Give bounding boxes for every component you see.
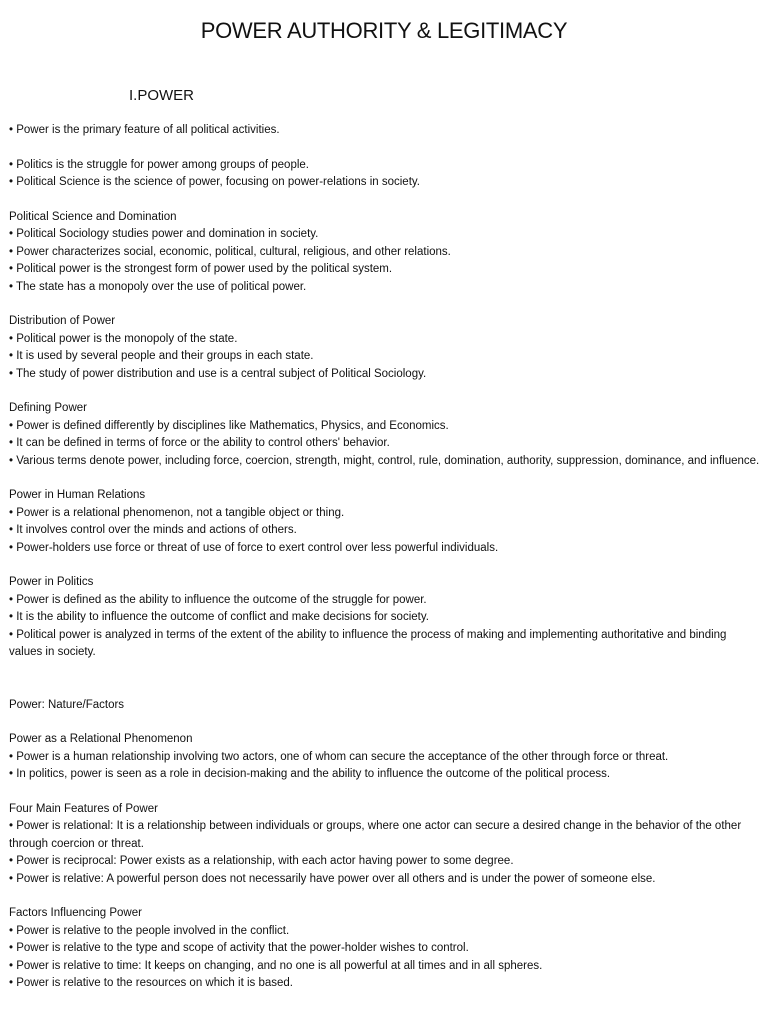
- subsection-heading-factors: Factors Influencing Power: [9, 907, 142, 920]
- list-item: • The state has a monopoly over the use of political power.: [9, 280, 307, 293]
- list-item: • Power is relational: It is a relationship between individuals or groups, where one actor can secure a desired change in the behavior of the other through coercion or threat.: [9, 820, 745, 850]
- list-item: • The study of power distribution and use is a central subject of Political Sociology.: [9, 367, 427, 380]
- list-item: • Political power is the monopoly of the state.: [9, 332, 238, 345]
- subsection-heading-features: Four Main Features of Power: [9, 802, 158, 815]
- list-item: • It is the ability to influence the outcome of conflict and make decisions for society.: [9, 611, 429, 624]
- list-item: • Power-holders use force or threat of use of force to exert control over less powerful individuals.: [9, 541, 499, 554]
- section-heading-nature-factors: Power: Nature/Factors: [9, 698, 125, 711]
- list-item: • Political Sociology studies power and domination in society.: [9, 228, 319, 241]
- subsection-heading-domination: Political Science and Domination: [9, 211, 177, 223]
- subsection-heading-distribution: Distribution of Power: [9, 315, 116, 328]
- intro-item: • Power is the primary feature of all political activities.: [9, 124, 280, 136]
- list-item: • Power is relative to time: It keeps on changing, and no one is all powerful at all times and in all spheres.: [9, 959, 543, 972]
- subsection-heading-defining: Defining Power: [9, 402, 87, 415]
- list-item: • Power is reciprocal: Power exists as a relationship, with each actor having power to some degree.: [9, 855, 514, 868]
- list-item: • In politics, power is seen as a role in decision-making and the ability to influence the outcome of the political process.: [9, 768, 611, 781]
- list-item: • Political power is the strongest form of power used by the political system.: [9, 263, 393, 276]
- list-item: • Power is a relational phenomenon, not a tangible object or thing.: [9, 506, 345, 519]
- subsection-heading-politics: Power in Politics: [9, 576, 94, 589]
- list-item: • It is used by several people and their groups in each state.: [9, 350, 314, 363]
- subsection-heading-human-relations: Power in Human Relations: [9, 489, 146, 502]
- intro-item: • Political Science is the science of power, focusing on power-relations in society.: [9, 176, 420, 189]
- document-title: POWER AUTHORITY & LEGITIMACY: [200, 18, 568, 43]
- intro-item: • Politics is the struggle for power among groups of people.: [9, 158, 309, 171]
- list-item: • It involves control over the minds and actions of others.: [9, 524, 297, 537]
- document-body: [9, 122, 761, 992]
- list-item: • Power characterizes social, economic, political, cultural, religious, and other relations.: [9, 245, 451, 258]
- list-item: • Power is defined differently by disciplines like Mathematics, Physics, and Economics.: [9, 419, 449, 432]
- subsection-heading-relational: Power as a Relational Phenomenon: [9, 733, 193, 746]
- list-item: • Power is relative to the people involved in the conflict.: [9, 924, 290, 937]
- list-item: • Power is relative to the type and scope of activity that the power-holder wishes to control.: [9, 942, 469, 955]
- list-item: • Power is defined as the ability to influence the outcome of the struggle for power.: [9, 593, 427, 606]
- list-item: • Political power is analyzed in terms of the extent of the ability to influence the process of making and implementing authoritative and binding values in society.: [9, 628, 730, 659]
- section-heading: I.POWER: [129, 87, 195, 104]
- list-item: • Various terms denote power, including force, coercion, strength, might, control, rule, domination, authority, suppression, dominance, and influence.: [9, 454, 760, 467]
- list-item: • Power is relative to the resources on which it is based.: [9, 976, 293, 989]
- list-item: • Power is a human relationship involving two actors, one of whom can secure the acceptance of the other through force or threat.: [9, 750, 669, 763]
- list-item: • Power is relative: A powerful person does not necessarily have power over all others and is under the power of someone else.: [9, 872, 656, 885]
- list-item: • It can be defined in terms of force or the ability to control others' behavior.: [9, 437, 390, 450]
